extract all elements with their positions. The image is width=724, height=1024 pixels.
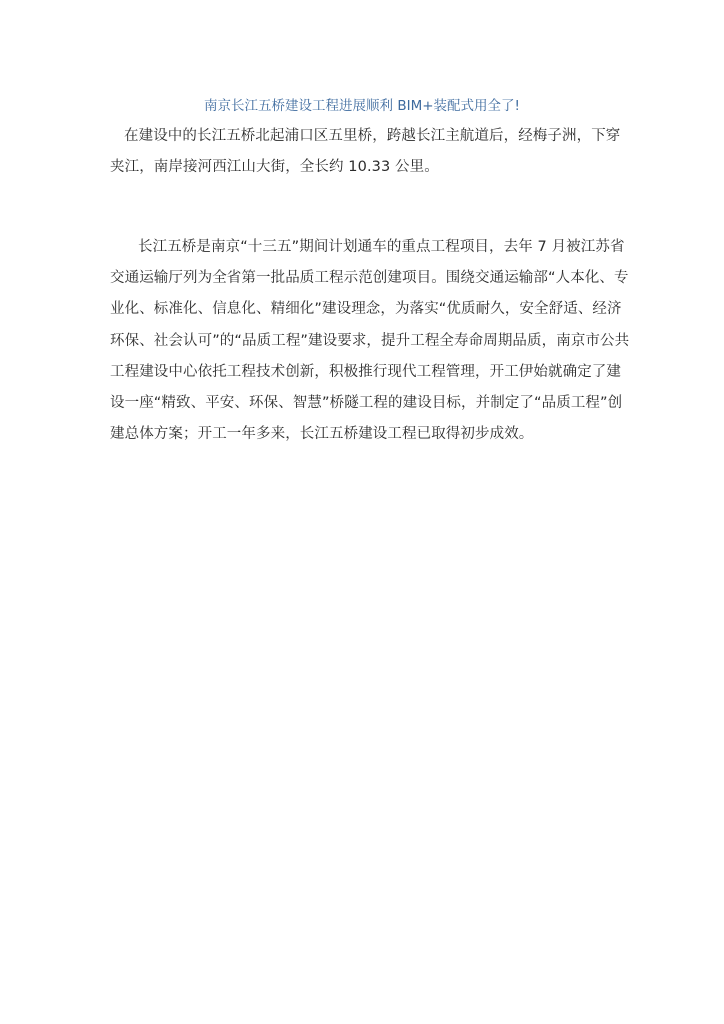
document-title: 南京长江五桥建设工程进展顺利 BIM+装配式用全了! bbox=[204, 98, 520, 114]
paragraph-project-overview: 长江五桥是南京“十三五”期间计划通车的重点工程项目，去年 7 月被江苏省交通运输厅列为全省第一批品质工程示范创建项目。围绕交通运输部“人本化、专业化、标准化、信息化、精细化”建设理念，为落实“优质耐久，安全舒适、经济环保、社会认可”的“品质工程”建设要求，提升工程全寿命周期品质，南京市公共工程建设中心依托工程技术创新，积极推行现代工程管理，开工伊始就确定了建设一座“精致、平安、环保、智慧”桥隧工程的建设目标，并制定了“品质工程”创建总体方案；开工一年多来，长江五桥建设工程已取得初步成效。 bbox=[110, 239, 630, 443]
paragraph-intro: 在建设中的长江五桥北起浦口区五里桥，跨越长江主航道后，经梅子洲，下穿夹江，南岸接河西江山大街，全长约 10.33 公里。 bbox=[110, 128, 621, 176]
